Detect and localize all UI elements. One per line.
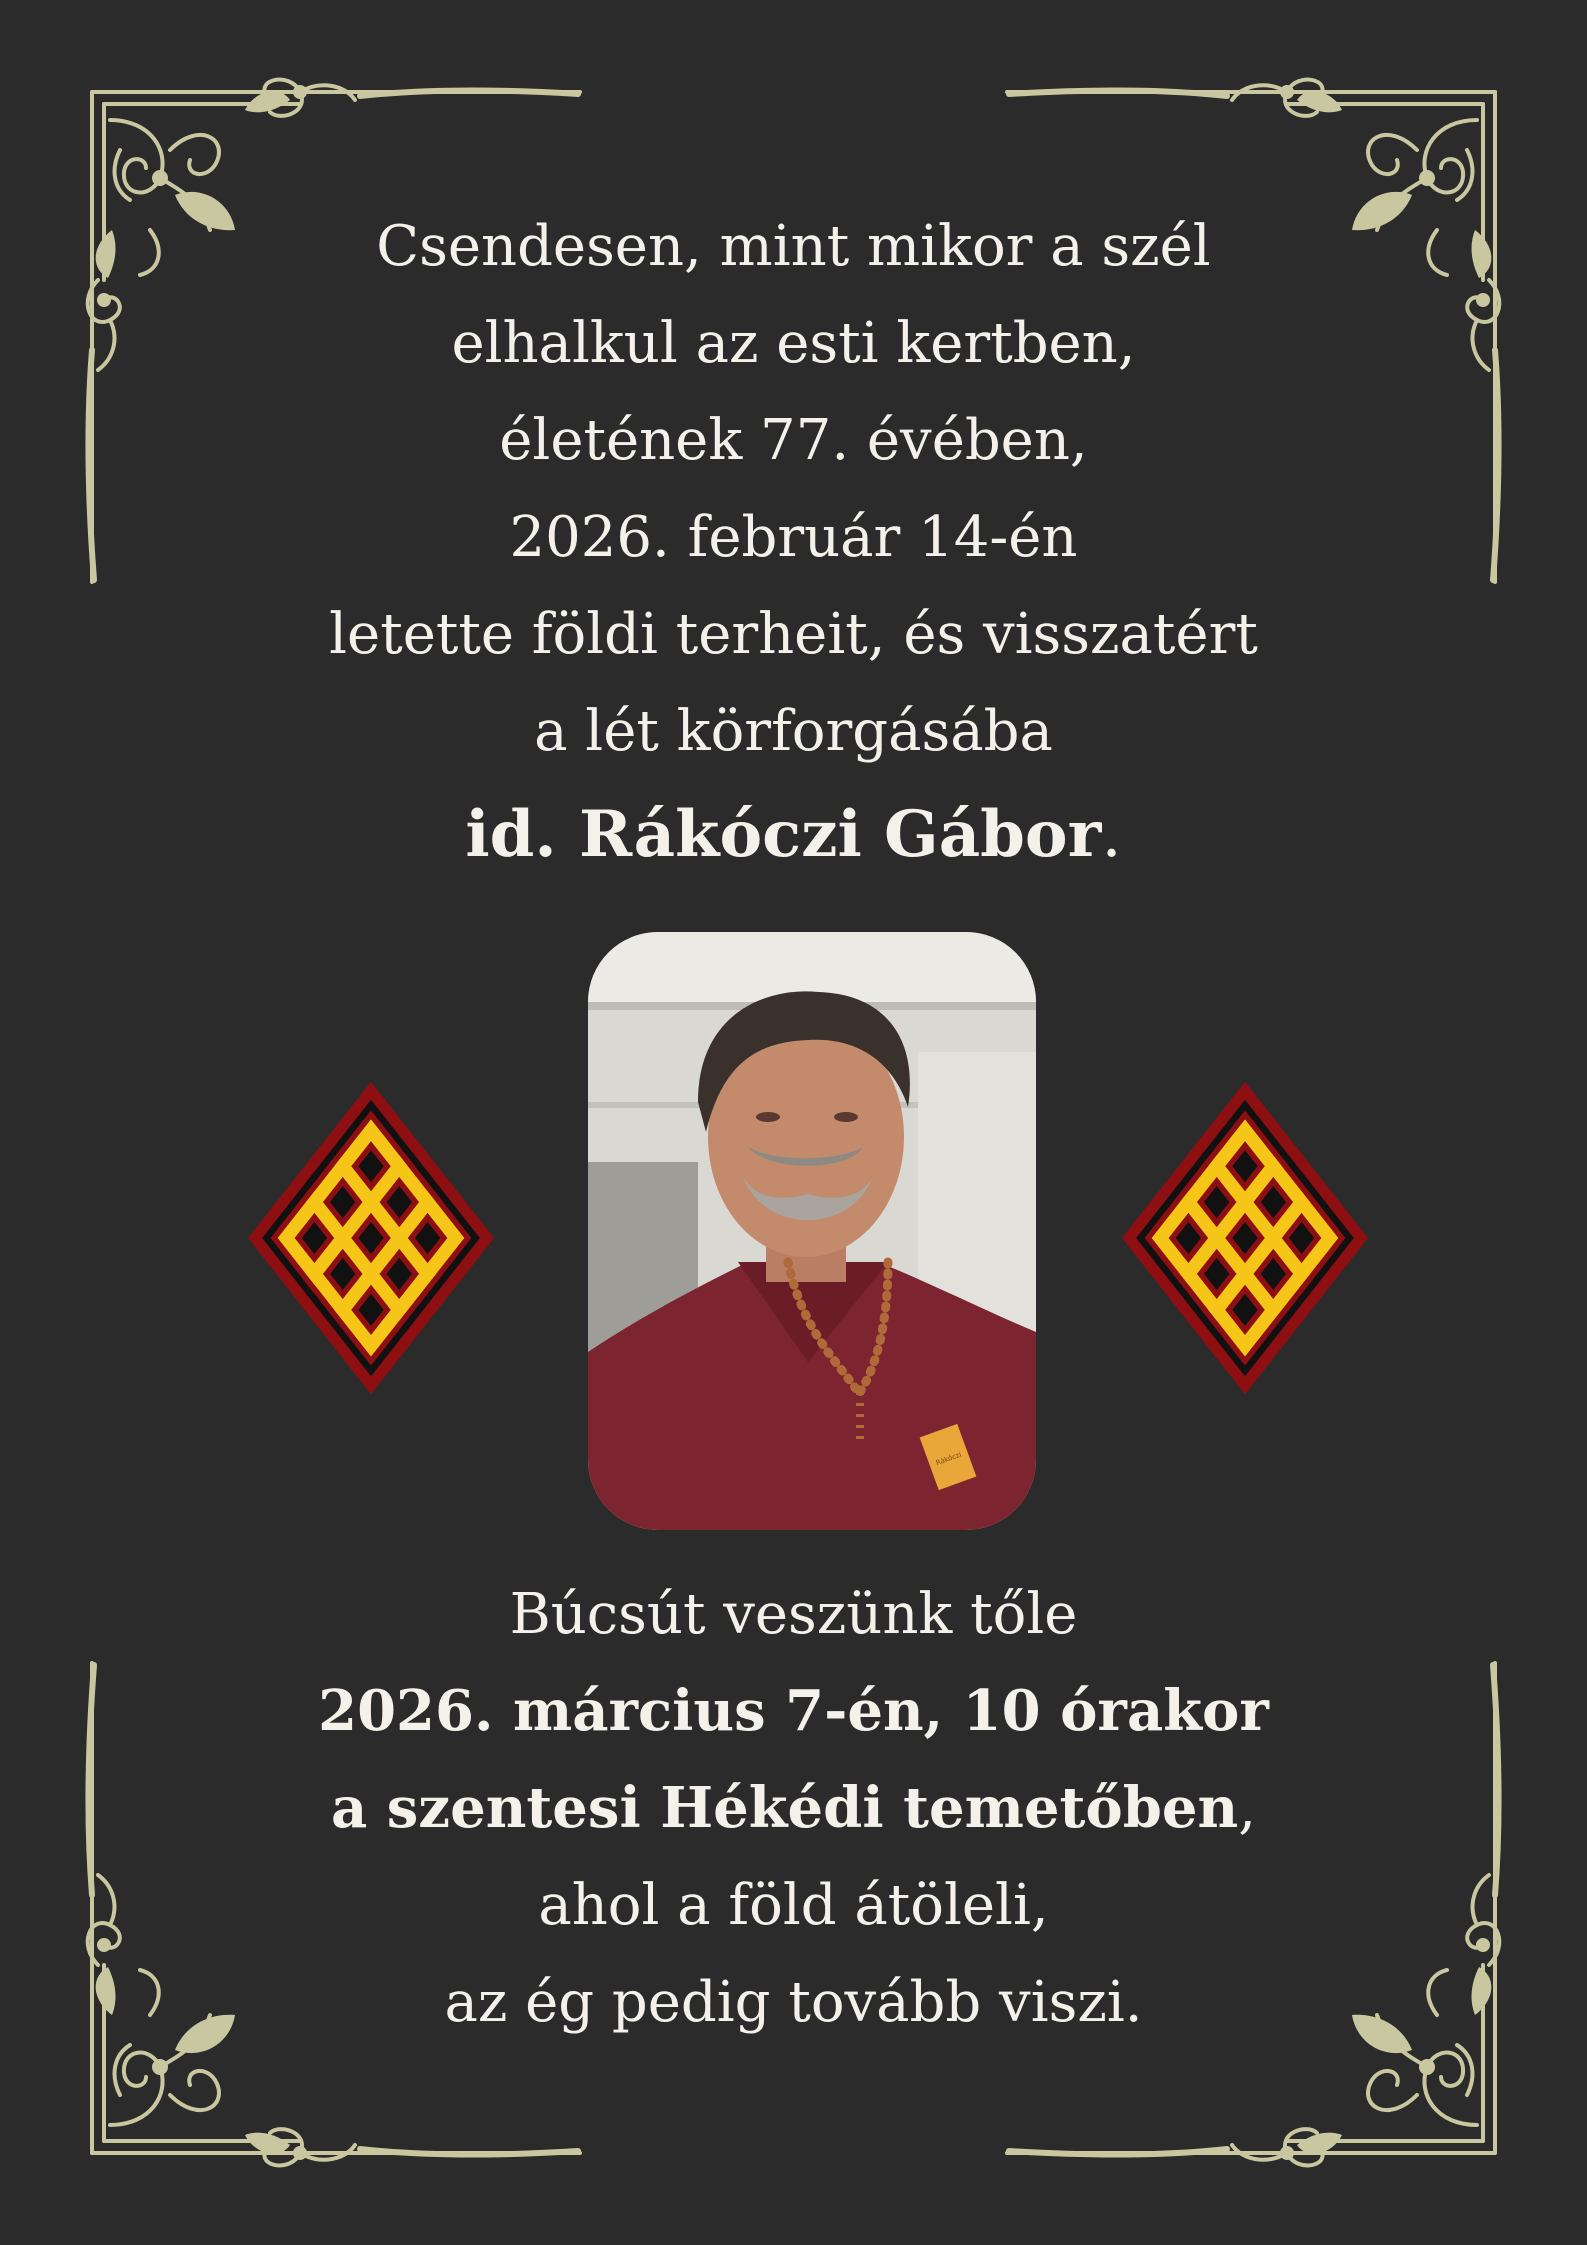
- intro-text: [0, 198, 1587, 890]
- farewell-intro: Búcsút veszünk tőle: [509, 1582, 1078, 1647]
- intro-line-1: Csendesen, mint mikor a szél: [376, 214, 1211, 279]
- name-punctuation: .: [1101, 798, 1122, 872]
- intro-line-6: a lét körforgásába: [534, 699, 1053, 764]
- place-punctuation: ,: [1238, 1776, 1257, 1841]
- endless-knot-icon-left: [235, 1065, 507, 1411]
- intro-line-5: letette földi terheit, és visszatért: [329, 602, 1258, 667]
- endless-knot-icon-right: [1109, 1065, 1381, 1411]
- farewell-text: [0, 1566, 1587, 2051]
- intro-line-4: 2026. február 14-én: [509, 505, 1078, 570]
- funeral-date-time: 2026. március 7-én, 10 órakor: [318, 1678, 1269, 1744]
- funeral-place-line: [0, 1760, 1587, 1857]
- name-badge-text: Rákóczi: [934, 1450, 963, 1468]
- closing-line-2: az ég pedig tovább viszi.: [444, 1970, 1143, 2035]
- portrait-illustration: [588, 932, 1036, 1530]
- funeral-place: a szentesi Hékédi temetőben: [330, 1775, 1239, 1841]
- deceased-name-line: [0, 780, 1587, 890]
- intro-line-3: életének 77. évében,: [499, 408, 1088, 473]
- deceased-photo: [588, 932, 1036, 1530]
- closing-line-1: ahol a föld átöleli,: [538, 1873, 1049, 1938]
- intro-line-2: elhalkul az esti kertben,: [451, 311, 1136, 376]
- deceased-name: id. Rákóczi Gábor: [465, 797, 1102, 872]
